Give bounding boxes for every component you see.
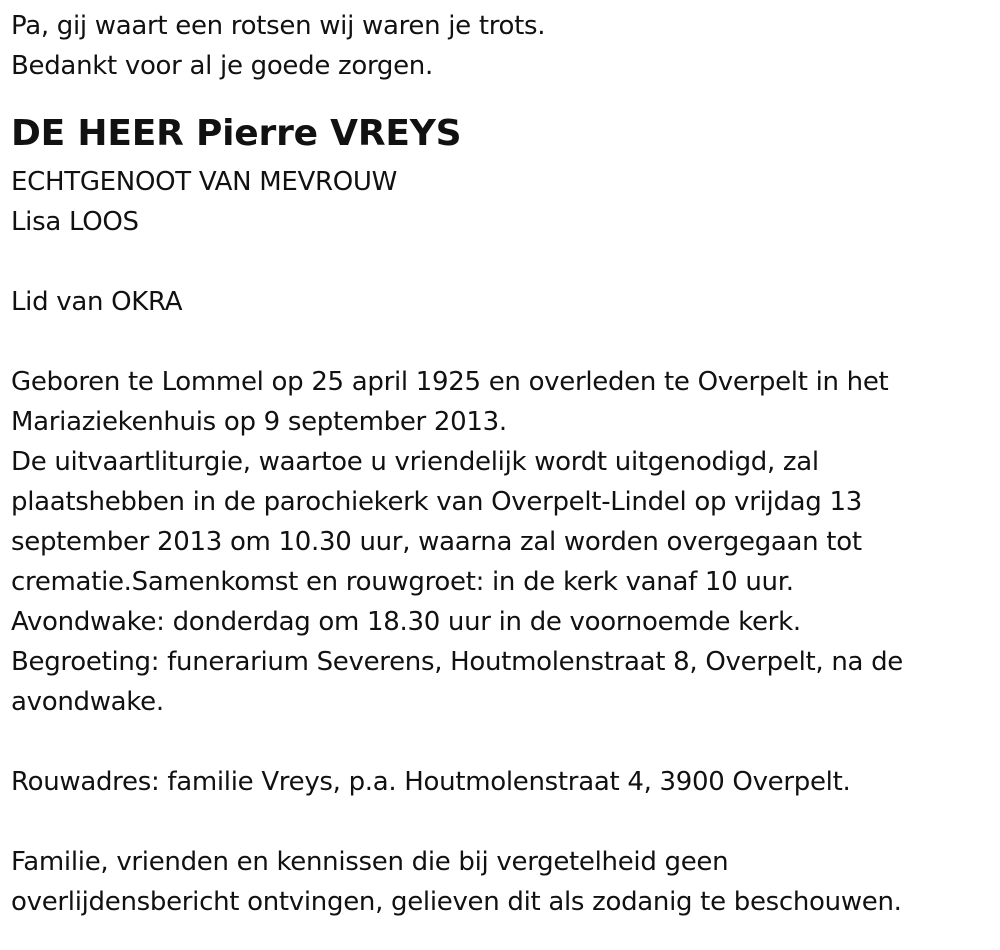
intro-line: Bedankt voor al je goede zorgen. bbox=[11, 51, 433, 81]
spacer bbox=[11, 722, 991, 762]
intro-line: Pa, gij waart een rotsen wij waren je trots. bbox=[11, 11, 546, 41]
details-line: plaatshebben in de parochiekerk van Overpelt-Lindel op vrijdag 13 bbox=[11, 487, 862, 517]
details-line: Geboren te Lommel op 25 april 1925 en overleden te Overpelt in het bbox=[11, 367, 889, 397]
membership-line: Lid van OKRA bbox=[11, 287, 183, 317]
details-line: september 2013 om 10.30 uur, waarna zal worden overgegaan tot bbox=[11, 527, 862, 557]
spacer bbox=[11, 322, 991, 362]
closing-line: overlijdensbericht ontvingen, gelieven dit als zodanig te beschouwen. bbox=[11, 887, 902, 917]
details-line: De uitvaartliturgie, waartoe u vriendelijk wordt uitgenodigd, zal bbox=[11, 447, 819, 477]
spouse-name: Lisa LOOS bbox=[11, 207, 139, 237]
closing-line: Familie, vrienden en kennissen die bij vergetelheid geen bbox=[11, 847, 729, 877]
mourning-address-line: Rouwadres: familie Vreys, p.a. Houtmolenstraat 4, 3900 Overpelt. bbox=[11, 767, 851, 797]
details-line: avondwake. bbox=[11, 687, 164, 717]
details-line: Avondwake: donderdag om 18.30 uur in de voornoemde kerk. bbox=[11, 607, 801, 637]
deceased-name-title: DE HEER Pierre VREYS bbox=[11, 113, 462, 154]
spouse-label: ECHTGENOOT VAN MEVROUW bbox=[11, 167, 398, 197]
details-line: crematie.Samenkomst en rouwgroet: in de kerk vanaf 10 uur. bbox=[11, 567, 794, 597]
obituary-document bbox=[11, 6, 991, 922]
details-line: Mariaziekenhuis op 9 september 2013. bbox=[11, 407, 507, 437]
spacer bbox=[11, 802, 991, 842]
details-line: Begroeting: funerarium Severens, Houtmolenstraat 8, Overpelt, na de bbox=[11, 647, 903, 677]
spacer bbox=[11, 242, 991, 282]
